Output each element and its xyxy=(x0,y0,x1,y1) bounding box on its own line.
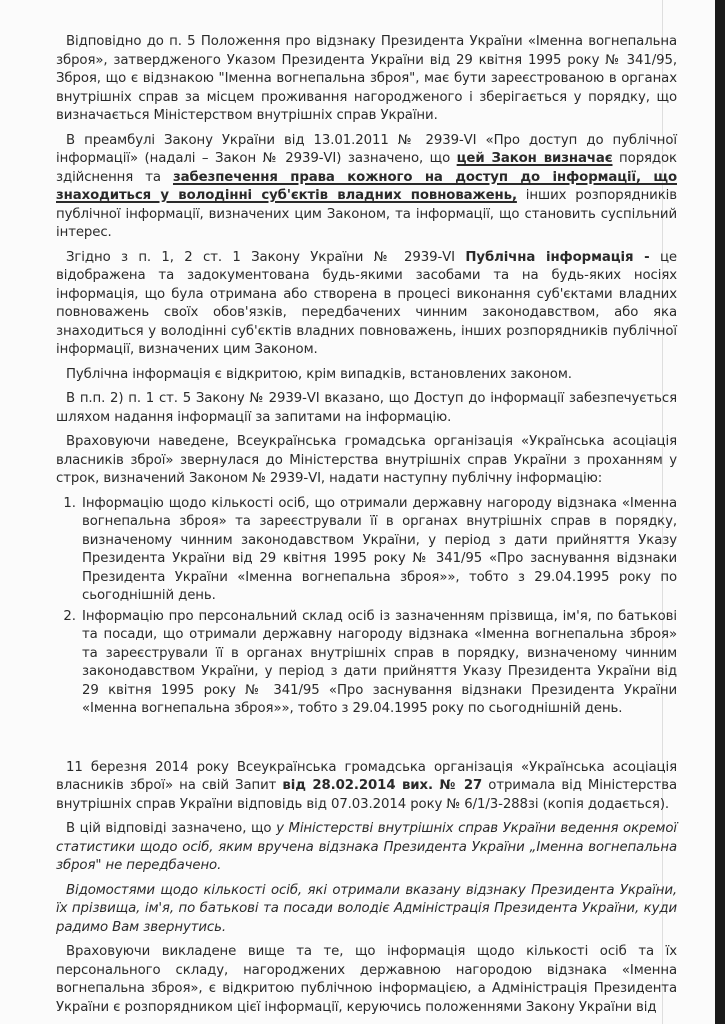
request-list xyxy=(56,495,677,719)
paragraph-7: 11 березня 2014 року Всеукраїнська громадська організація «Українська асоціація власників зброї» на свій Запит від 28.02.2014 вих. № 27 отримала від Міністерства внутрішніх справ України відповідь від 07.03.2014 року № 6/1/3-288зі (копія додається). xyxy=(56,759,677,812)
request-item-2: 2. Інформацію про персональний склад осіб із зазначенням прізвища, ім'я, по батькові та посади, що отримали державну нагороду відзнака «Іменна вогнепальна зброя» та зареєстрували її в органах внутрішніх справ в порядку, визначеному чинним законодавством України, у період з дати прийняття Указу Президента України від 29 квітня 1995 року № 341/95 «Про заснування відзнаки Президента України «Іменна вогнепальна зброя»», тобто з 29.04.1995 року по сьогоднішній день. xyxy=(80,608,677,719)
paragraph-9: Відомостями щодо кількості осіб, які отримали вказану відзнаку Президента України, їх прізвища, ім'я, по батькові та посади володіє Адміністрація Президента України, куди радимо Вам звернутись. xyxy=(56,882,677,935)
public-info-term: Публічна інформація - xyxy=(465,249,650,265)
spacer xyxy=(56,725,677,759)
paragraph-8: В цій відповіді зазначено, що у Міністерстві внутрішніх справ України ведення окремої статистики щодо осіб, яким вручена відзнака Президента України „Іменна вогнепальна зброя" не передбачено. xyxy=(56,821,677,873)
request-reference: від 28.02.2014 вих. № 27 xyxy=(282,778,483,793)
paragraph-1: Відповідно до п. 5 Положення про відзнаку Президента України «Іменна вогнепальна зброя», затвердженого Указом Президента України від 29 квітня 1995 року № 341/95, Зброя, що є відзнакою "Іменна вогнепальна зброя", має бути зареєстрованою в органах внутрішніх справ за місцем проживання нагородженого і зберігається у порядку, що визначається Міністерством внутрішніх справ України. xyxy=(56,34,677,123)
request-item-1: 1. Інформацію щодо кількості осіб, що отримали державну нагороду відзнака «Іменна вогнепальна зброя» та зареєстрували її в органах внутрішніх справ в порядку, визначеному чинним законодавством України, у період з дати прийняття Указу Президента України від 29 квітня 1995 року № 341/95 «Про заснування відзнаки Президента України «Іменна вогнепальна зброя»», тобто з 29.04.1995 року по сьогоднішній день. xyxy=(80,495,677,606)
paragraph-4: Публічна інформація є відкритою, крім випадків, встановлених законом. xyxy=(66,366,572,382)
paragraph-10: Враховуючи викладене вище та те, що інформація щодо кількості осіб та їх персонального складу, нагороджених державною нагородою відзнака «Іменна вогнепальна зброя», є відкритою публічною інформацією, а Адміністрація Президента України є розпорядником цієї інформації, керуючись положеннями Закону України від xyxy=(56,944,677,1015)
right-of-access-emphasis: забезпечення права кожного на доступ до інформації, що знаходиться у володінні суб'єктів владних повноважень, xyxy=(56,169,677,203)
paragraph-2: В преамбулі Закону України від 13.01.2011 № 2939-VI «Про доступ до публічної інформації» (надалі – Закон № 2939-VI) зазначено, що цей Закон визначає порядок здійснення та забезпечення права кожного на доступ до інформації, що знаходиться у володінні суб'єктів владних повноважень, інших розпорядників публічної інформації, визначених цим Законом, та інформації, що становить суспільний інтерес. xyxy=(56,132,677,240)
law-defines-emphasis: цей Закон визначає xyxy=(456,151,613,166)
document-body xyxy=(56,33,677,1023)
paragraph-3: Згідно з п. 1, 2 ст. 1 Закону України № 2939-VI Публічна інформація - це відображена та задокументована будь-якими засобами та на будь-яких носіях інформація, що була отримана або створена в процесі виконання суб'єктами владних повноважень своїх обов'язків, передбачених чинним законодавством, або яка знаходиться у володінні суб'єктів владних повноважень, інших розпорядників публічної інформації, визначених цим Законом. xyxy=(56,249,677,357)
paragraph-5: В п.п. 2) п. 1 ст. 5 Закону № 2939-VI вказано, що Доступ до інформації забезпечується шляхом надання інформації за запитами на інформацію. xyxy=(56,391,677,425)
paragraph-6: Враховуючи наведене, Всеукраїнська громадська організація «Українська асоціація власників зброї» звернулася до Міністерства внутрішніх справ України з проханням у строк, визначений Законом № 2939-VI, надати наступну публічну інформацію: xyxy=(56,434,677,486)
ministry-reply-quote: у Міністерстві внутрішніх справ України ведення окремої статистики щодо осіб, яким вручена відзнака Президента України „Іменна вогнепальна зброя" не передбачено. xyxy=(56,821,677,873)
scan-edge xyxy=(715,0,725,1024)
